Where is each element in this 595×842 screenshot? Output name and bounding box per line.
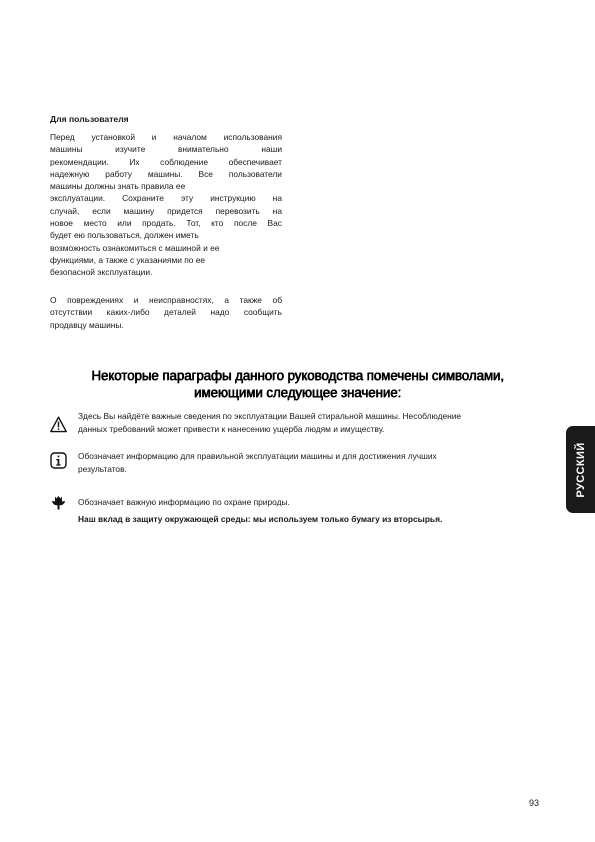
page-number: 93	[529, 798, 540, 808]
info-line: Обозначает информацию для правильной эксплуатации машины и для достижения лучших	[78, 451, 437, 461]
warning-triangle-icon	[50, 416, 67, 433]
intro-line: случай, если машину придется перевозить на	[50, 205, 282, 216]
info-icon	[50, 452, 67, 469]
language-tab	[566, 426, 595, 513]
info-text	[78, 450, 548, 475]
intro-line: надежную работу машины. Все пользователи	[50, 168, 282, 179]
symbols-heading-line: имеющими следующее значение:	[193, 385, 402, 400]
intro-line: возможность ознакомиться с машиной и ее	[50, 242, 220, 253]
damage-line: О повреждениях и неисправностях, а также об	[50, 295, 282, 305]
intro-line: будет ею пользоваться, должен иметь	[50, 230, 199, 241]
intro-line: Перед установкой и началом использования	[50, 132, 282, 142]
intro-line: функциями, а также с указаниями по ее	[50, 254, 206, 265]
language-tab-label: РУССКИЙ	[574, 441, 587, 498]
section-heading-for-user: Для пользователя	[50, 114, 129, 124]
intro-line: машины изучите внимательно наши	[50, 144, 282, 155]
damage-line: продавцу машины.	[50, 319, 124, 330]
environment-flower-icon	[51, 495, 66, 510]
warning-line: Здесь Вы найдёте важные сведения по эксплуатации Вашей стиральной машины. Несоблюдение	[78, 411, 462, 421]
environment-recycled-paper-note: Наш вклад в защиту окружающей среды: мы используем только бумагу из вторсырья.	[78, 514, 443, 524]
environment-text: Обозначает важную информацию по охране природы.	[78, 497, 290, 507]
damage-paragraph	[50, 294, 282, 331]
intro-line: новое место или продать. Тот, кто после Вас	[50, 218, 282, 229]
damage-line: отсутствии каких-либо деталей надо сообщить	[50, 307, 282, 318]
symbols-heading-line: Некоторые параграфы данного руководства помечены символами,	[91, 368, 504, 383]
warning-line: данных требований может привести к нанесению ущерба людям и имуществу.	[78, 423, 385, 434]
intro-line: безопасной эксплуатации.	[50, 267, 153, 278]
intro-paragraph	[50, 131, 282, 279]
symbols-heading	[40, 367, 555, 401]
warning-text	[78, 410, 548, 435]
info-line: результатов.	[78, 463, 127, 474]
intro-line: рекомендации. Их соблюдение обеспечивает	[50, 156, 282, 167]
intro-line: эксплуатации. Сохраните эту инструкцию на	[50, 193, 282, 204]
intro-line: машины должны знать правила ее	[50, 181, 186, 192]
